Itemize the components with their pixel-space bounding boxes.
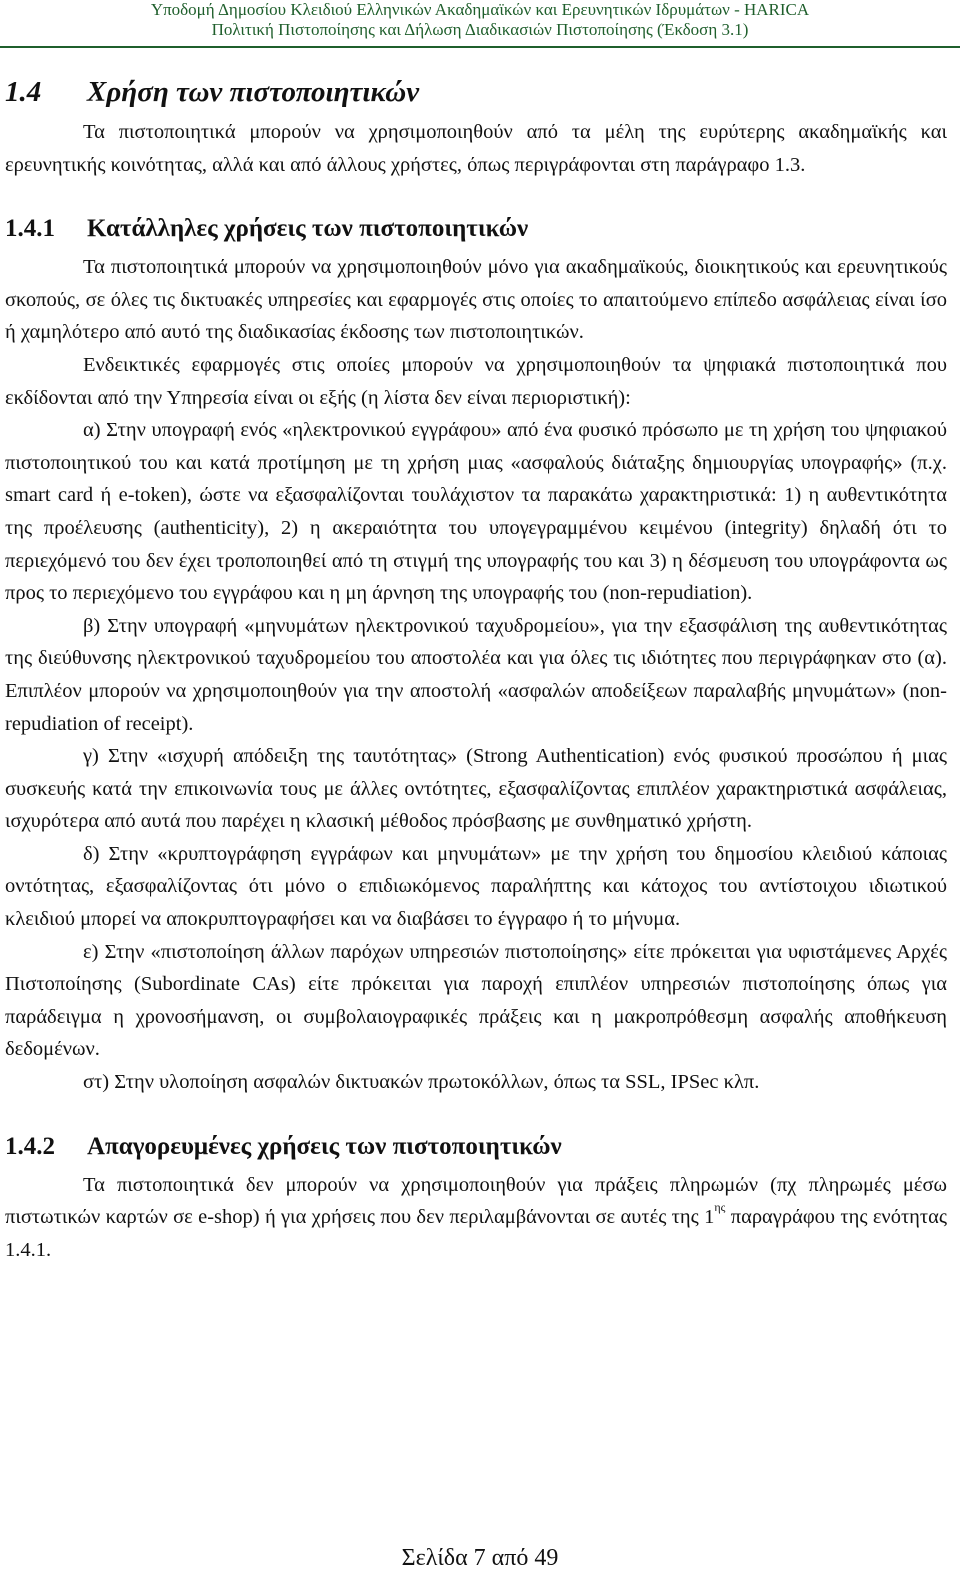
paragraph: Τα πιστοποιητικά μπορούν να χρησιμοποιηθούν μόνο για ακαδημαϊκούς, διοικητικούς και ερευνητικούς σκοπούς, σε όλες τις δικτυακές υπηρεσίες και εφαρμογές στις οποίες το απαιτούμενο επίπεδο ασφάλειας είναι ίσο ή χαμηλότερο από αυτό της διαδικασίας έκδοσης των πιστοποιητικών. (5, 256, 947, 344)
list-item-b: β) Στην υπογραφή «μηνυμάτων ηλεκτρονικού ταχυδρομείου», για την εξασφάλιση της αυθεντικότητας της διεύθυνσης ηλεκτρονικού ταχυδρομείου του αποστολέα και για όλες τις ιδιότητες που περιγράφηκαν στο (α). Επιπλέον μπορούν να χρησιμοποιηθούν για την αποστολή «ασφαλών αποδείξεων παραλαβής μηνυμάτων» (non-repudiation of receipt). (5, 614, 947, 735)
page-number: Σελίδα 7 από 49 (401, 1545, 559, 1571)
list-item-a: α) Στην υπογραφή ενός «ηλεκτρονικού εγγράφου» από ένα φυσικό πρόσωπο με τη χρήση του ψηφιακού πιστοποιητικού του και κατά προτίμηση με τη χρήση μιας «ασφαλούς διάταξης δημιουργίας υπογραφής» (π.χ. smart card ή e-token), ώστε να εξασφαλίζονται τουλάχιστον τα παρακάτω χαρακτηριστικά: 1) η αυθεντικότητα της προέλευσης (authenticity), 2) η ακεραιότητα του υπογεγραμμένου κειμένου (integrity) δηλαδή ότι το περιεχόμενό του δεν έχει τροποποιηθεί από τη στιγμή της υπογραφής του και 3) η δέσμευση του υπογράφοντα ως προς το περιεχόμενο του εγγράφου και η μη άρνηση της υπογραφής του (non-repudiation). (5, 419, 947, 605)
page-header (0, 0, 960, 40)
paragraph: Ενδεικτικές εφαρμογές στις οποίες μπορούν να χρησιμοποιηθούν τα ψηφιακά πιστοποιητικά που εκδίδονται από την Υπηρεσία είναι οι εξής (η λίστα δεν είναι περιοριστική): (5, 353, 947, 409)
section-title: Απαγορευμένες χρήσεις των πιστοποιητικών (87, 1132, 562, 1160)
list-item-f: στ) Στην υλοποίηση ασφαλών δικτυακών πρωτοκόλλων, όπως τα SSL, IPSec κλπ. (83, 1071, 760, 1094)
section-heading-1-4-1 (5, 213, 947, 245)
list-item-e: ε) Στην «πιστοποίηση άλλων παρόχων υπηρεσιών πιστοποίησης» είτε πρόκειται για υφιστάμενες Αρχές Πιστοποίησης (Subordinate CAs) είτε πρόκειται για παροχή επιπλέον υπηρεσιών πιστοποίησης όπως για παράδειγμα η χρονοσήμανση, οι συμβολαιογραφικές πράξεις και η μακροπρόθεσμη ασφαλής αποθήκευση δεδομένων. (5, 940, 947, 1061)
paragraph-text: Τα πιστοποιητικά δεν μπορούν να χρησιμοποιηθούν για πράξεις πληρωμών (πχ πληρωμές μέσω πιστωτικών καρτών σε e-shop) ή για χρήσεις που δεν περιλαμβάνονται σε αυτές της 1 (5, 1173, 947, 1229)
header-subtitle-line: Πολιτική Πιστοποίησης και Δήλωση Διαδικασιών Πιστοποίησης (Έκδοση 3.1) (211, 20, 749, 39)
section-number: 1.4.2 (5, 1132, 55, 1160)
ordinal-superscript: ης (714, 1200, 726, 1215)
header-divider (0, 46, 960, 48)
section-paragraph: Τα πιστοποιητικά μπορούν να χρησιμοποιηθούν από τα μέλη της ευρύτερης ακαδημαϊκής και ερευνητικής κοινότητας, αλλά και από άλλους χρήστες, όπως περιγράφονται στη παράγραφο 1.3. (5, 121, 947, 176)
section-title: Χρήση των πιστοποιητικών (87, 76, 420, 108)
section-title: Κατάλληλες χρήσεις των πιστοποιητικών (87, 215, 529, 243)
section-paragraph (5, 1169, 947, 1267)
header-title-line: Υποδομή Δημοσίου Κλειδιού Ελληνικών Ακαδημαϊκών και Ερευνητικών Ιδρυμάτων - HARICA (150, 0, 810, 19)
section-number: 1.4 (5, 76, 42, 108)
list-item-c: γ) Στην «ισχυρή απόδειξη της ταυτότητας» (Strong Authentication) ενός φυσικού προσώπου ή μιας συσκευής κατά την επικοινωνία τους με άλλες οντότητες, εξασφαλίζοντας επιπλέον χαρακτηριστικά ασφάλειας, ισχυρότερα από αυτά που παρέχει η κλασική μέθοδος πρόσβασης με συνθηματικό χρήστη. (5, 745, 947, 833)
section-heading-1-4-2 (5, 1131, 947, 1163)
document-body (5, 64, 947, 1266)
paragraph-text: παραγράφου της ενότητας 1.4.1. (5, 1206, 947, 1261)
list-item-d: δ) Στην «κρυπτογράφηση εγγράφων και μηνυμάτων» με την χρήση του δημοσίου κλειδιού κάποιας οντότητας, εξασφαλίζοντας ότι μόνο ο επιδιωκόμενος παραλήπτης και κάτοχος του αντίστοιχου ιδιωτικού κλειδιού μπορεί να αποκρυπτογραφήσει και να διαβάσει το έγγραφο ή το μήνυμα. (5, 842, 947, 931)
section-number: 1.4.1 (5, 215, 55, 243)
section-heading-1-4 (5, 74, 947, 110)
